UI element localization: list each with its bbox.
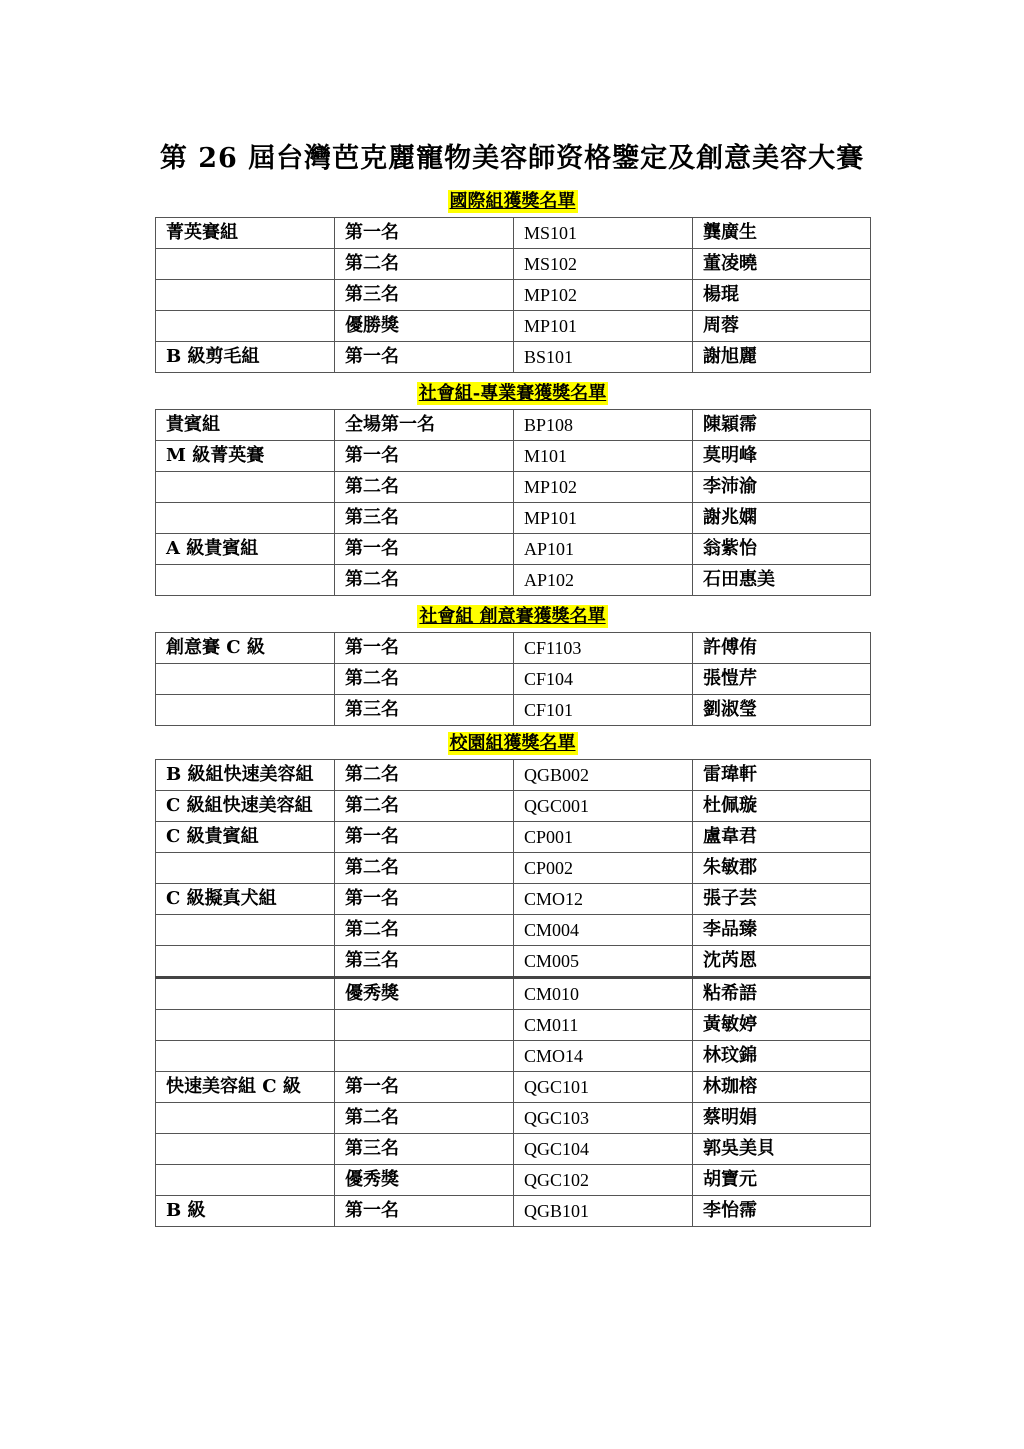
rank-cell: 第三名 — [335, 1134, 514, 1165]
rank-cell: 第一名 — [335, 342, 514, 373]
category-cell — [156, 1010, 335, 1041]
entry-code-cell: CM005 — [514, 946, 693, 978]
winner-name-cell: 朱敏郡 — [693, 853, 871, 884]
table-row — [156, 915, 871, 946]
winner-name-cell: 盧韋君 — [693, 822, 871, 853]
table-row — [156, 760, 871, 791]
entry-code-cell: CMO12 — [514, 884, 693, 915]
winner-name-cell: 謝旭麗 — [693, 342, 871, 373]
category-cell — [156, 503, 335, 534]
table-row — [156, 695, 871, 726]
table-row — [156, 249, 871, 280]
table-row — [156, 1072, 871, 1103]
entry-code-cell: CF1103 — [514, 633, 693, 664]
category-cell: A 級貴賓組 — [156, 534, 335, 565]
rank-cell: 第二名 — [335, 472, 514, 503]
rank-cell: 第二名 — [335, 565, 514, 596]
table-row — [156, 280, 871, 311]
table-row — [156, 534, 871, 565]
table-row — [156, 884, 871, 915]
table-row — [156, 822, 871, 853]
entry-code-cell: BS101 — [514, 342, 693, 373]
category-cell: B 級 — [156, 1196, 335, 1227]
table-row — [156, 218, 871, 249]
winner-name-cell: 粘希語 — [693, 978, 871, 1010]
category-cell: B 級組快速美容組 — [156, 760, 335, 791]
entry-code-cell: MP102 — [514, 280, 693, 311]
category-cell: C 級貴賓組 — [156, 822, 335, 853]
entry-code-cell: CM004 — [514, 915, 693, 946]
entry-code-cell: CMO14 — [514, 1041, 693, 1072]
table-row — [156, 853, 871, 884]
section-heading-society-professional: 社會組-專業賽獲獎名單 — [418, 383, 607, 404]
rank-cell — [335, 1041, 514, 1072]
rank-cell: 第三名 — [335, 695, 514, 726]
winner-name-cell: 翁紫怡 — [693, 534, 871, 565]
category-cell: 貴賓組 — [156, 410, 335, 441]
entry-code-cell: MP101 — [514, 503, 693, 534]
table-row — [156, 978, 871, 1010]
rank-cell: 第一名 — [335, 534, 514, 565]
winner-name-cell: 周蓉 — [693, 311, 871, 342]
rank-cell: 全場第一名 — [335, 410, 514, 441]
entry-code-cell: CF101 — [514, 695, 693, 726]
entry-code-cell: CF104 — [514, 664, 693, 695]
table-row — [156, 441, 871, 472]
winner-name-cell: 李品臻 — [693, 915, 871, 946]
table-row — [156, 1134, 871, 1165]
entry-code-cell: QGB002 — [514, 760, 693, 791]
winner-name-cell: 楊琨 — [693, 280, 871, 311]
award-table-international — [155, 217, 871, 373]
winner-name-cell: 李怡霈 — [693, 1196, 871, 1227]
table-row — [156, 946, 871, 978]
winner-name-cell: 杜佩璇 — [693, 791, 871, 822]
winner-name-cell: 劉淑瑩 — [693, 695, 871, 726]
section-heading-international: 國際組獲獎名單 — [449, 191, 576, 212]
winner-name-cell: 郭吳美貝 — [693, 1134, 871, 1165]
rank-cell: 第二名 — [335, 915, 514, 946]
table-row — [156, 633, 871, 664]
category-cell: 創意賽 C 級 — [156, 633, 335, 664]
table-row — [156, 565, 871, 596]
rank-cell: 第二名 — [335, 249, 514, 280]
category-cell — [156, 853, 335, 884]
rank-cell: 第一名 — [335, 1196, 514, 1227]
section-heading-campus: 校園組獲獎名單 — [449, 733, 576, 754]
category-cell — [156, 1041, 335, 1072]
rank-cell: 第三名 — [335, 280, 514, 311]
winner-name-cell: 雷瑋軒 — [693, 760, 871, 791]
winner-name-cell: 胡寶元 — [693, 1165, 871, 1196]
winner-name-cell: 謝兆嫻 — [693, 503, 871, 534]
category-cell — [156, 249, 335, 280]
winner-name-cell: 林珈榕 — [693, 1072, 871, 1103]
entry-code-cell: QGC102 — [514, 1165, 693, 1196]
rank-cell: 優秀獎 — [335, 1165, 514, 1196]
winner-name-cell: 董凌曉 — [693, 249, 871, 280]
rank-cell: 第二名 — [335, 853, 514, 884]
category-cell — [156, 946, 335, 978]
rank-cell: 第二名 — [335, 791, 514, 822]
rank-cell: 第二名 — [335, 760, 514, 791]
entry-code-cell: MS102 — [514, 249, 693, 280]
rank-cell: 第一名 — [335, 822, 514, 853]
entry-code-cell: CM010 — [514, 978, 693, 1010]
entry-code-cell: QGC104 — [514, 1134, 693, 1165]
category-cell: C 級擬真犬組 — [156, 884, 335, 915]
category-cell — [156, 1134, 335, 1165]
entry-code-cell: AP101 — [514, 534, 693, 565]
category-cell: 菁英賽組 — [156, 218, 335, 249]
section-heading-society-creative: 社會組 創意賽獲獎名單 — [419, 606, 606, 627]
rank-cell: 第一名 — [335, 633, 514, 664]
rank-cell: 第一名 — [335, 1072, 514, 1103]
table-row — [156, 1103, 871, 1134]
winner-name-cell: 沈芮恩 — [693, 946, 871, 978]
award-table-society-professional — [155, 409, 871, 596]
winner-name-cell: 林玟錦 — [693, 1041, 871, 1072]
table-row — [156, 1010, 871, 1041]
winner-name-cell: 蔡明娟 — [693, 1103, 871, 1134]
entry-code-cell: MP101 — [514, 311, 693, 342]
rank-cell: 第二名 — [335, 1103, 514, 1134]
rank-cell — [335, 1010, 514, 1041]
category-cell: 快速美容組 C 級 — [156, 1072, 335, 1103]
page-title: 第 26 屆台灣芭克麗寵物美容師资格鑒定及創意美容大賽 — [159, 143, 865, 174]
table-row — [156, 664, 871, 695]
table-row — [156, 1196, 871, 1227]
entry-code-cell: BP108 — [514, 410, 693, 441]
rank-cell: 第一名 — [335, 218, 514, 249]
category-cell — [156, 311, 335, 342]
table-row — [156, 1165, 871, 1196]
category-cell — [156, 280, 335, 311]
award-table-campus — [155, 759, 871, 1227]
rank-cell: 第一名 — [335, 441, 514, 472]
category-cell: C 級組快速美容組 — [156, 791, 335, 822]
rank-cell: 第二名 — [335, 664, 514, 695]
table-row — [156, 311, 871, 342]
winner-name-cell: 李沛渝 — [693, 472, 871, 503]
winner-name-cell: 龔廣生 — [693, 218, 871, 249]
table-row — [156, 791, 871, 822]
rank-cell: 第三名 — [335, 503, 514, 534]
winner-name-cell: 陳穎霈 — [693, 410, 871, 441]
category-cell — [156, 915, 335, 946]
category-cell — [156, 664, 335, 695]
winner-name-cell: 莫明峰 — [693, 441, 871, 472]
winner-name-cell: 張子芸 — [693, 884, 871, 915]
rank-cell: 第一名 — [335, 884, 514, 915]
entry-code-cell: CP002 — [514, 853, 693, 884]
category-cell: M 級菁英賽 — [156, 441, 335, 472]
entry-code-cell: MS101 — [514, 218, 693, 249]
table-row — [156, 503, 871, 534]
category-cell — [156, 695, 335, 726]
category-cell — [156, 565, 335, 596]
entry-code-cell: MP102 — [514, 472, 693, 503]
winner-name-cell: 張愷芹 — [693, 664, 871, 695]
category-cell — [156, 1103, 335, 1134]
entry-code-cell: CP001 — [514, 822, 693, 853]
entry-code-cell: QGB101 — [514, 1196, 693, 1227]
table-row — [156, 1041, 871, 1072]
table-row — [156, 410, 871, 441]
award-table-society-creative — [155, 632, 871, 726]
rank-cell: 優勝獎 — [335, 311, 514, 342]
entry-code-cell: CM011 — [514, 1010, 693, 1041]
table-row — [156, 342, 871, 373]
entry-code-cell: AP102 — [514, 565, 693, 596]
rank-cell: 第三名 — [335, 946, 514, 978]
entry-code-cell: QGC001 — [514, 791, 693, 822]
rank-cell: 優秀獎 — [335, 978, 514, 1010]
entry-code-cell: QGC103 — [514, 1103, 693, 1134]
winner-name-cell: 石田惠美 — [693, 565, 871, 596]
entry-code-cell: M101 — [514, 441, 693, 472]
category-cell — [156, 1165, 335, 1196]
category-cell — [156, 978, 335, 1010]
winner-name-cell: 黃敏婷 — [693, 1010, 871, 1041]
table-row — [156, 472, 871, 503]
winner-name-cell: 許傅侑 — [693, 633, 871, 664]
category-cell: B 級剪毛組 — [156, 342, 335, 373]
entry-code-cell: QGC101 — [514, 1072, 693, 1103]
category-cell — [156, 472, 335, 503]
